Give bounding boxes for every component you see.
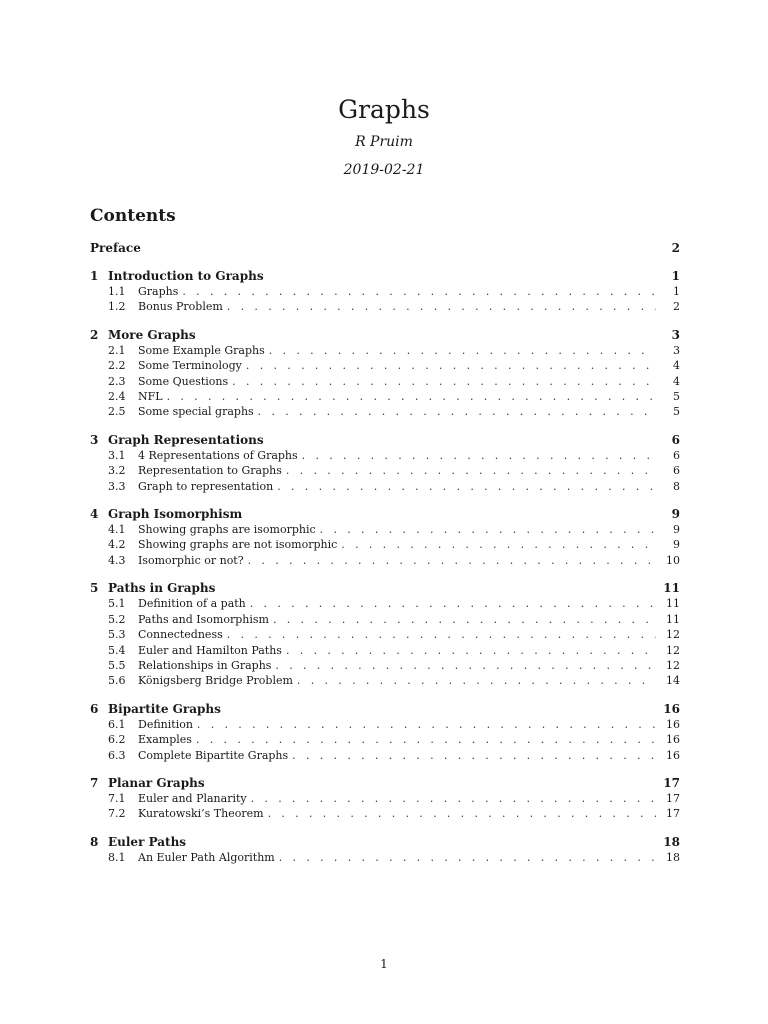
dot-leader: [273, 612, 656, 627]
toc-section-number: 1: [90, 269, 99, 283]
toc-subsection-row[interactable]: [90, 448, 680, 463]
toc-subsection-number: 3.1: [108, 448, 126, 462]
toc-subsection-title: Euler and Planarity: [138, 791, 247, 805]
toc-subsection-title: 4 Representations of Graphs: [138, 448, 298, 462]
toc-subsection-number: 2.4: [108, 390, 126, 404]
toc-section-page: 2: [671, 241, 680, 255]
toc-section-title: Planar Graphs: [108, 775, 205, 790]
toc-section: [90, 506, 680, 568]
dot-leader: [269, 343, 656, 358]
dot-leader: [182, 284, 656, 299]
toc-subsection-title: Paths and Isomorphism: [138, 612, 269, 626]
dot-leader: [227, 299, 656, 314]
toc-subsection-title: Showing graphs are not isomorphic: [138, 538, 338, 552]
toc-subsection-row[interactable]: [90, 463, 680, 478]
toc-section-number: 4: [90, 507, 99, 522]
document-author: R Pruim: [355, 134, 413, 150]
toc-subsection-number: 7.1: [108, 791, 126, 805]
dot-leader: [320, 522, 656, 537]
toc-subsection-page: 12: [666, 628, 680, 642]
toc-section-row[interactable]: [90, 268, 680, 284]
toc-subsection-row[interactable]: [90, 627, 680, 642]
toc-section-number: 7: [90, 775, 99, 790]
toc-subsection-title: Königsberg Bridge Problem: [138, 674, 293, 688]
toc-subsection-page: 1: [673, 285, 680, 298]
toc-section: [90, 701, 680, 763]
toc-subsection-title: Definition: [138, 717, 193, 731]
toc-subsection-title: Some Terminology: [138, 359, 242, 373]
toc-subsection-number: 4.3: [108, 553, 126, 567]
toc-subsection-number: 5.1: [108, 597, 126, 611]
toc-section: [90, 432, 680, 494]
toc-subsection-title: Relationships in Graphs: [138, 658, 272, 672]
toc-subsection-page: 6: [673, 464, 680, 478]
toc-subsection-title: Kuratowski’s Theorem: [138, 807, 264, 821]
toc-subsection-row[interactable]: [90, 553, 680, 568]
toc-subsection-page: 4: [673, 359, 680, 373]
toc-subsection-page: 5: [673, 390, 680, 404]
dot-leader: [277, 479, 656, 494]
toc-subsection-row[interactable]: [90, 299, 680, 314]
toc-subsection-page: 12: [666, 643, 680, 657]
dot-leader: [275, 658, 656, 673]
toc-subsection-page: 16: [666, 717, 680, 731]
toc-subsection-title: Euler and Hamilton Paths: [138, 643, 282, 657]
toc-section-page: 3: [671, 327, 680, 342]
toc-subsection-title: Some special graphs: [138, 405, 254, 419]
dot-leader: [258, 404, 656, 419]
toc-subsection-row[interactable]: [90, 374, 680, 389]
toc-subsection-title: Definition of a path: [138, 597, 246, 611]
toc-subsection-title: Some Example Graphs: [138, 343, 265, 357]
toc-subsection-title: An Euler Path Algorithm: [138, 850, 275, 864]
toc-section-page: 1: [671, 269, 680, 283]
toc-subsection-row[interactable]: [90, 791, 680, 806]
toc-subsection-number: 1.2: [108, 300, 126, 314]
toc-subsection-page: 11: [666, 597, 680, 611]
toc-subsection-page: 3: [673, 343, 680, 357]
toc-subsection-number: 2.1: [108, 343, 126, 357]
toc-subsection-number: 4.1: [108, 523, 126, 537]
toc-subsection-page: 8: [673, 479, 680, 493]
toc-section: [90, 268, 680, 315]
toc-subsection-page: 2: [673, 300, 680, 314]
toc-section-number: 2: [90, 327, 99, 342]
dot-leader: [250, 596, 656, 611]
toc-subsection-row[interactable]: [90, 479, 680, 494]
toc-subsection-number: 5.4: [108, 643, 126, 657]
toc-section-title: Euler Paths: [108, 834, 187, 849]
dot-leader: [227, 627, 656, 642]
toc-section-title: Introduction to Graphs: [108, 269, 264, 283]
toc-subsection-page: 16: [666, 733, 680, 747]
dot-leader: [302, 448, 656, 463]
toc-subsection-number: 6.2: [108, 733, 126, 747]
dot-leader: [268, 806, 656, 821]
toc-section-number: 8: [90, 834, 99, 849]
toc-subsection-row[interactable]: [90, 537, 680, 552]
toc-section: [90, 775, 680, 822]
dot-leader: [232, 374, 656, 389]
toc-subsection-title: Examples: [138, 733, 192, 747]
toc-subsection-number: 6.3: [108, 748, 126, 762]
toc-subsection-title: Some Questions: [138, 374, 229, 388]
dot-leader: [286, 643, 656, 658]
toc-section-row[interactable]: [90, 701, 680, 717]
toc-section-row[interactable]: [90, 432, 680, 448]
toc-subsection-number: 5.6: [108, 674, 126, 688]
dot-leader: [341, 537, 656, 552]
toc-subsection-title: Connectedness: [138, 628, 223, 642]
toc-section-page: 11: [663, 581, 680, 596]
toc-subsection-page: 6: [673, 448, 680, 462]
table-of-contents: [90, 204, 680, 877]
toc-section-page: 6: [671, 432, 680, 447]
toc-subsection-row[interactable]: [90, 658, 680, 673]
toc-section-row[interactable]: [90, 240, 680, 256]
dot-leader: [196, 732, 656, 747]
toc-section: [90, 327, 680, 420]
dot-leader: [292, 748, 656, 763]
toc-subsection-row[interactable]: [90, 343, 680, 358]
toc-section: [90, 834, 680, 865]
toc-subsection-row[interactable]: [90, 748, 680, 763]
toc-subsection-row[interactable]: [90, 522, 680, 537]
dot-leader: [248, 553, 656, 568]
toc-subsection-number: 2.2: [108, 359, 126, 373]
toc-subsection-number: 2.3: [108, 374, 126, 388]
toc-subsection-number: 5.2: [108, 612, 126, 626]
title-block: [0, 94, 768, 180]
toc-subsection-page: 17: [666, 791, 680, 805]
toc-section-row[interactable]: [90, 506, 680, 522]
toc-subsection-title: Representation to Graphs: [138, 464, 282, 478]
toc-section-number: 5: [90, 581, 99, 596]
toc-subsection-row[interactable]: [90, 850, 680, 865]
toc-section-title: Preface: [90, 241, 141, 255]
toc-section-title: Bipartite Graphs: [108, 701, 221, 716]
toc-section-number: 6: [90, 701, 99, 716]
toc-section-title: More Graphs: [108, 327, 196, 342]
toc-subsection-row[interactable]: [90, 643, 680, 658]
dot-leader: [197, 717, 656, 732]
document-title: Graphs: [338, 95, 430, 124]
toc-subsection-title: NFL: [138, 390, 163, 404]
toc-subsection-page: 12: [666, 658, 680, 672]
toc-subsection-number: 6.1: [108, 717, 126, 731]
toc-subsection-title: Isomorphic or not?: [138, 553, 244, 567]
toc-subsection-title: Bonus Problem: [138, 300, 223, 314]
toc-subsection-title: Graph to representation: [138, 479, 274, 493]
toc-section-number: 3: [90, 432, 99, 447]
dot-leader: [246, 358, 656, 373]
toc-section-row[interactable]: [90, 327, 680, 343]
toc-subsection-page: 9: [673, 538, 680, 552]
toc-section-title: Graph Representations: [108, 432, 264, 447]
toc-subsection-number: 1.1: [108, 285, 126, 298]
toc-section-row[interactable]: [90, 834, 680, 850]
toc-subsection-page: 17: [666, 807, 680, 821]
dot-leader: [286, 463, 656, 478]
toc-subsection-number: 7.2: [108, 807, 126, 821]
toc-subsection-number: 8.1: [108, 850, 126, 864]
toc-subsection-row[interactable]: [90, 612, 680, 627]
dot-leader: [279, 850, 656, 865]
toc-subsection-row[interactable]: [90, 732, 680, 747]
toc-subsection-page: 10: [666, 553, 680, 567]
toc-subsection-number: 5.5: [108, 658, 126, 672]
toc-subsection-row[interactable]: [90, 673, 680, 688]
toc-subsection-title: Graphs: [138, 285, 179, 298]
toc-subsection-page: 14: [666, 674, 680, 688]
toc-section-page: 17: [663, 775, 680, 790]
toc-section-row[interactable]: [90, 775, 680, 791]
toc-subsection-page: 4: [673, 374, 680, 388]
page-number: 1: [380, 957, 388, 971]
toc-subsection-page: 9: [673, 523, 680, 537]
toc-subsection-row[interactable]: [90, 284, 680, 299]
toc-sections: [90, 268, 680, 865]
toc-subsection-number: 4.2: [108, 538, 126, 552]
toc-subsection-row[interactable]: [90, 404, 680, 419]
toc-section: [90, 580, 680, 688]
toc-section-row[interactable]: [90, 580, 680, 596]
toc-subsection-page: 5: [673, 405, 680, 419]
toc-section-title: Graph Isomorphism: [108, 507, 243, 522]
document-date: 2019-02-21: [343, 162, 425, 178]
toc-subsection-row[interactable]: [90, 806, 680, 821]
toc-subsection-page: 11: [666, 612, 680, 626]
toc-section-title: Paths in Graphs: [108, 581, 216, 596]
toc-subsection-page: 16: [666, 748, 680, 762]
toc-subsection-title: Showing graphs are isomorphic: [138, 523, 316, 537]
dot-leader: [167, 389, 656, 404]
dot-leader: [251, 791, 656, 806]
toc-subsection-title: Complete Bipartite Graphs: [138, 748, 289, 762]
toc-subsection-number: 5.3: [108, 628, 126, 642]
dot-leader: [297, 673, 656, 688]
toc-preface: [90, 240, 680, 256]
toc-subsection-page: 18: [666, 850, 680, 864]
toc-subsection-row[interactable]: [90, 358, 680, 373]
toc-section-page: 9: [671, 507, 680, 522]
toc-subsection-number: 3.2: [108, 464, 126, 478]
toc-subsection-row[interactable]: [90, 389, 680, 404]
toc-subsection-row[interactable]: [90, 596, 680, 611]
toc-section-page: 18: [663, 834, 680, 849]
toc-subsection-number: 2.5: [108, 405, 126, 419]
toc-subsection-number: 3.3: [108, 479, 126, 493]
toc-subsection-row[interactable]: [90, 717, 680, 732]
contents-heading: Contents: [90, 206, 176, 226]
toc-section-page: 16: [663, 701, 680, 716]
